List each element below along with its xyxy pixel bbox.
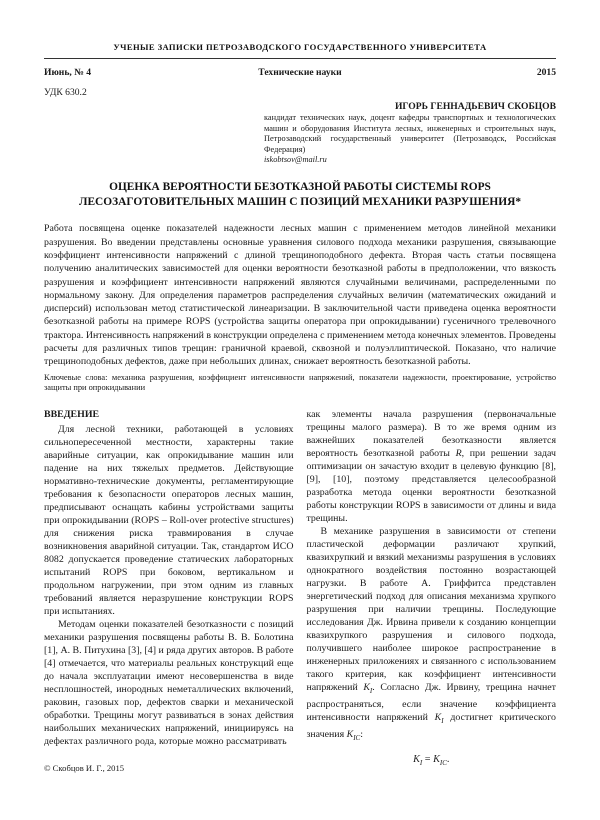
- author-block: [264, 101, 556, 164]
- article-keywords: [44, 373, 556, 395]
- right-paragraph-2: [307, 525, 557, 745]
- header-rule: [44, 58, 556, 59]
- right-p2-text-d: :: [360, 729, 363, 741]
- formula-equals: =: [422, 754, 434, 766]
- intro-heading: ВВЕДЕНИЕ: [44, 409, 100, 421]
- formula-rhs: $K_{IC}$: [433, 754, 447, 768]
- var-KIC: $K_{IC}$: [346, 729, 361, 743]
- right-p2-text-c: достигнет критического значения: [306, 712, 556, 741]
- journal-banner: УЧЕНЫЕ ЗАПИСКИ ПЕТРОЗАВОДСКОГО ГОСУДАРСТВЕННОГО УНИВЕРСИТЕТА: [113, 42, 487, 52]
- left-paragraph-2: Методам оценки показателей безотказности с позиций механики разрушения посвящены работы В. В. Болотина [1], А. В. Питухина [3], [4] и ряда других авторов. В работе [4] отмечается, что материалы реальных конструкций еще до начала эксплуатации имеют несовершенства в виде несплошностей, инородных неметаллических включений, раковин, газовых пор, дефектов сварки и механической обработки. Трещины могут развиваться в зонах действия наибольших механических напряжений, инициируясь на дефектах различного рода, которые можно рассматривать: [44, 619, 294, 748]
- journal-section: Технические науки: [258, 67, 342, 78]
- formula-KI-equals-KIC: [307, 753, 557, 770]
- left-paragraph-1: Для лесной техники, работающей в условиях сильнопересеченной местности, характерны такие аварийные ситуации, как опрокидывание машин или падение на них тяжелых предметов. Действующие нормативно-технические документы, регламентирующие требования к безопасности операторов лесных машин, предписывают оснащать кабины устройствами защиты при опрокидывании (ROPS – Roll-over protective structures) для снижения риска травмирования в случае возникновения аварийной ситуации. Так, стандартом ИСО 8082 допускается проведение статических лабораторных испытаний ROPS при боковом, вертикальном и продольном нагружении, при этом одним из главных требований является неразрушение конструкции ROPS при испытаниях.: [44, 424, 294, 618]
- formula-lhs: $K_I$: [413, 754, 423, 768]
- article-title-line1: ОЦЕНКА ВЕРОЯТНОСТИ БЕЗОТКАЗНОЙ РАБОТЫ СИСТЕМЫ ROPS: [109, 181, 491, 194]
- right-column: [307, 408, 557, 775]
- formula-period: .: [446, 754, 450, 766]
- author-email: iskobtsov@mail.ru: [264, 155, 327, 165]
- keywords-text: механика разрушения, коэффициент интенсивности напряжений, показатели надежности, проектирование, устройство защиты при опрокидывании: [44, 372, 557, 393]
- journal-issue: Июнь, № 4: [44, 67, 92, 78]
- right-p2-text-b: . Согласно Дж. Ирвину, трещина начнет распространяться, если значение коэффициента интенсивности напряжений: [306, 682, 556, 724]
- right-p1-text-b: , при решении задач оптимизации он зачастую входит в целевую функцию [8], [9], [10], поэтому представляется целесообразной разработка метода оценки вероятности безотказной работы конструкции ROPS в зависимости от длины и вида трещины.: [306, 448, 556, 525]
- right-p1-text-a: как элементы начала разрушения (первоначальные трещины малого размера). В то же время одним из важнейших показателей безотказности является вероятность безотказной работы: [306, 409, 556, 460]
- article-title-line2: ЛЕСОЗАГОТОВИТЕЛЬНЫХ МАШИН С ПОЗИЦИЙ МЕХАНИКИ РАЗРУШЕНИЯ*: [78, 196, 522, 209]
- var-KI-1: $K_I$: [363, 682, 373, 696]
- journal-year: 2015: [536, 67, 557, 78]
- var-R: R: [455, 448, 462, 460]
- author-affiliation: кандидат технических наук, доцент кафедры транспортных и технологических машин и оборудования Института лесных, инженерных и строительных наук, Петрозаводский государственный университет (Петрозаводск, Российская Федерация): [264, 113, 556, 154]
- article-abstract: Работа посвящена оценке показателей надежности лесных машин с применением методов линейной механики разрушения. Во введении представлены основные уравнения силового подхода механики разрушения, связывающие коэффициент интенсивности напряжений с длиной трещиноподобного дефекта. Вторая часть статьи посвящена получению аналитических зависимостей для оценки вероятности безотказной работы в предположении, что вязкость разрушения и коэффициент интенсивности напряжений являются случайными величинами, распределенными по нормальному закону. Для определения параметров распределения случайных величин (математических ожиданий и дисперсий) использован метод статистической линеаризации. В заключительной части приведена оценка вероятности безотказной работы на примере ROPS (устройства защиты оператора при опрокидывании) гусеничного трелевочного трактора. Интенсивность напряжений в конструкции определена с применением метода конечных элементов. Проведены расчеты для различных типов трещин: граничной краевой, сквозной и полуэллиптической. Показано, что наличие трещиноподобных дефектов, даже при небольших длинах, снижает вероятность безотказной работы.: [44, 223, 556, 368]
- right-paragraph-1: [307, 408, 557, 525]
- left-column: [44, 408, 294, 775]
- author-name: ИГОРЬ ГЕННАДЬЕВИЧ СКОБЦОВ: [394, 101, 556, 112]
- article-title: [44, 180, 556, 210]
- journal-info-row: [44, 67, 556, 78]
- udc-code: УДК 630.2: [44, 87, 87, 98]
- keywords-label: Ключевые слова:: [44, 372, 108, 382]
- var-KI-2: $K_I$: [434, 712, 444, 726]
- right-p2-text-a: В механике разрушения в зависимости от степени пластической деформации различают хрупкий, квазихрупкий и вязкий механизмы разрушения в условиях однократного воздействия постоянно возрастающей нагрузки. В работе А. Гриффитса представлен энергетический подход для описания механизма хрупкого разрушения при наличии трещины. Последующие исследования Дж. Ирвина привели к созданию концепции квазихрупкого разрушения и силового подхода, получившего наиболее широкое распространение в инженерных приложениях и связанного с использованием такого критерия, как коэффициент интенсивности напряжений: [306, 526, 556, 694]
- copyright-note: © Скобцов И. Г., 2015: [44, 763, 125, 774]
- two-column-body: [44, 408, 556, 775]
